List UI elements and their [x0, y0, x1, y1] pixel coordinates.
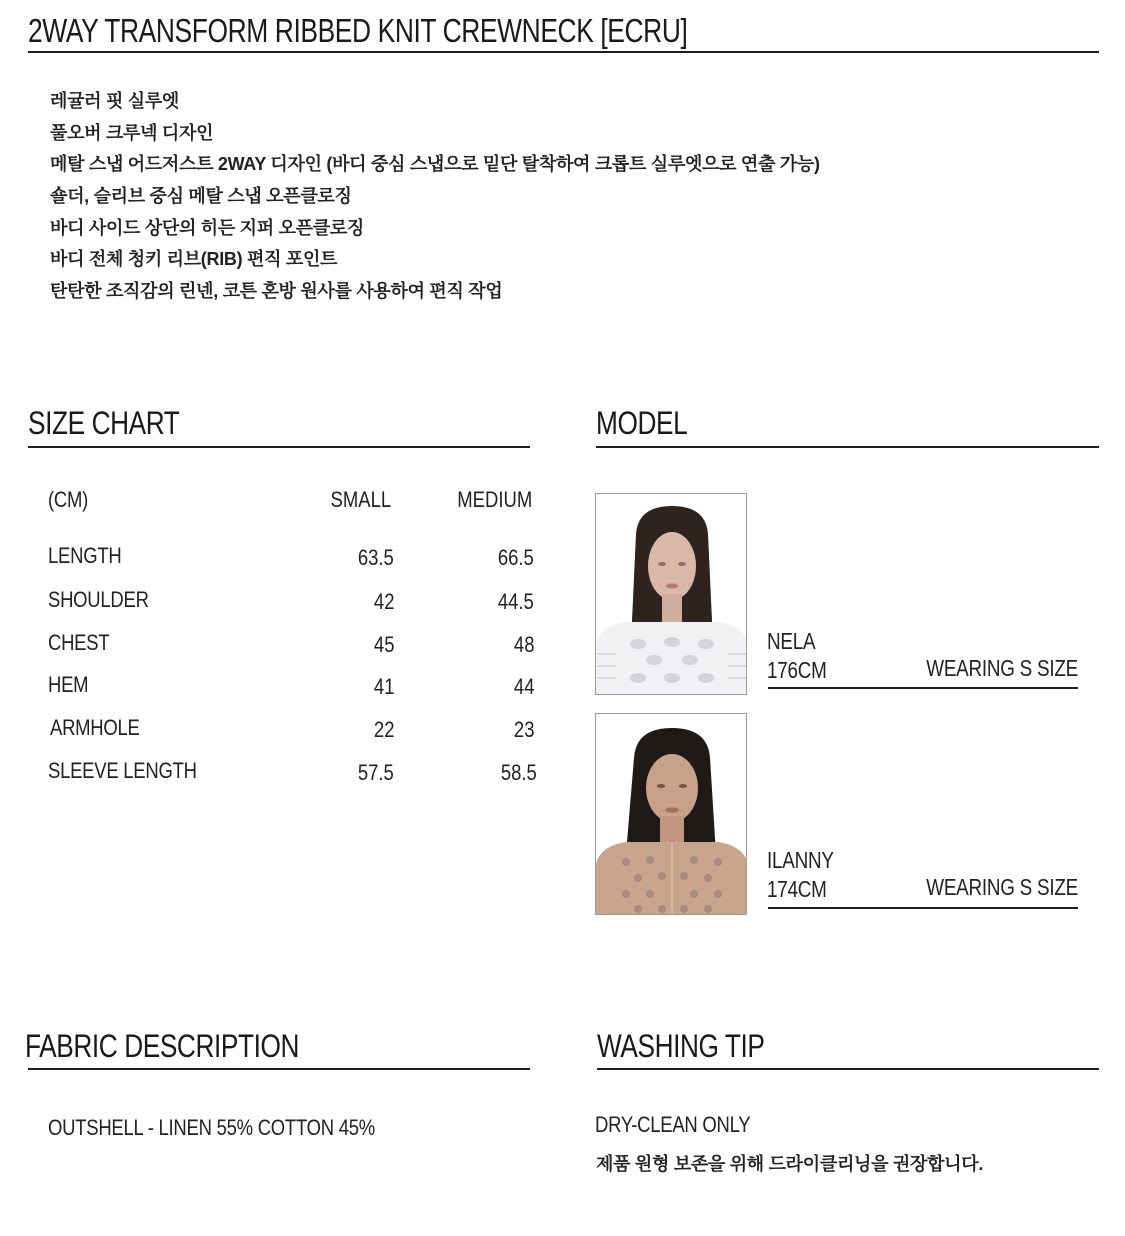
value-medium: 48 [513, 632, 534, 657]
value-medium: 44.5 [498, 589, 534, 614]
unit-label: (CM) [48, 487, 89, 512]
column-header-small: SMALL [330, 487, 391, 512]
fabric-divider [28, 1068, 530, 1070]
row-label: ARMHOLE [50, 715, 140, 740]
washing-instruction: DRY-CLEAN ONLY [595, 1112, 751, 1137]
value-small: 45 [373, 632, 394, 657]
model-wearing-size: WEARING S SIZE [926, 655, 1078, 681]
description-line: 바디 전체 청키 리브(RIB) 편직 포인트 [50, 249, 338, 270]
fabric-heading: FABRIC DESCRIPTION [25, 1028, 300, 1064]
model-info-divider [768, 687, 1078, 689]
value-small: 42 [373, 589, 394, 614]
value-medium: 23 [513, 717, 534, 742]
description-line: 바디 사이드 상단의 히든 지퍼 오픈클로징 [50, 217, 364, 238]
description-line: 풀오버 크루넥 디자인 [50, 122, 214, 143]
model-wearing-size: WEARING S SIZE [926, 874, 1078, 900]
size-chart-divider [28, 446, 530, 448]
row-label: SHOULDER [48, 587, 149, 612]
value-small: 63.5 [358, 545, 394, 570]
fabric-composition: OUTSHELL - LINEN 55% COTTON 45% [48, 1115, 375, 1140]
value-medium: 44 [513, 674, 534, 699]
model-name: ILANNY [767, 847, 834, 873]
model-heading: MODEL [596, 405, 688, 441]
row-label: LENGTH [48, 543, 122, 568]
product-description-list [50, 89, 820, 311]
model-info-divider [768, 907, 1078, 909]
washing-heading: WASHING TIP [597, 1028, 765, 1064]
model-height: 176CM [767, 657, 827, 683]
description-line: 탄탄한 조직감의 린넨, 코튼 혼방 원사를 사용하여 편직 작업 [50, 281, 503, 302]
washing-note: 제품 원형 보존을 위해 드라이클리닝을 권장합니다. [596, 1154, 984, 1174]
model-portrait-image [596, 494, 747, 695]
row-label: SLEEVE LENGTH [48, 758, 197, 783]
model-height: 174CM [767, 876, 827, 902]
description-line: 레귤러 핏 실루엣 [50, 91, 180, 111]
description-line: 숄더, 슬리브 중심 메탈 스냅 오픈클로징 [50, 186, 352, 207]
value-medium: 58.5 [501, 760, 537, 785]
model-photo-nela [595, 493, 747, 695]
value-small: 41 [373, 674, 394, 699]
description-line: 메탈 스냅 어드저스트 2WAY 디자인 (바디 중심 스냅으로 밑단 탈착하여 크롭트 실루엣으로 연출 가능) [50, 154, 820, 175]
product-title: 2WAY TRANSFORM RIBBED KNIT CREWNECK [ECRU] [28, 12, 688, 49]
washing-divider [597, 1068, 1099, 1070]
model-name: NELA [767, 628, 816, 654]
row-label: HEM [48, 672, 89, 697]
model-divider [596, 446, 1099, 448]
model-portrait-image [596, 714, 747, 915]
value-small: 22 [373, 717, 394, 742]
row-label: CHEST [48, 630, 110, 655]
size-chart-heading: SIZE CHART [28, 405, 180, 441]
model-photo-ilanny [595, 713, 747, 915]
title-divider [28, 51, 1099, 53]
column-header-medium: MEDIUM [457, 487, 532, 512]
value-small: 57.5 [358, 760, 394, 785]
value-medium: 66.5 [498, 545, 534, 570]
